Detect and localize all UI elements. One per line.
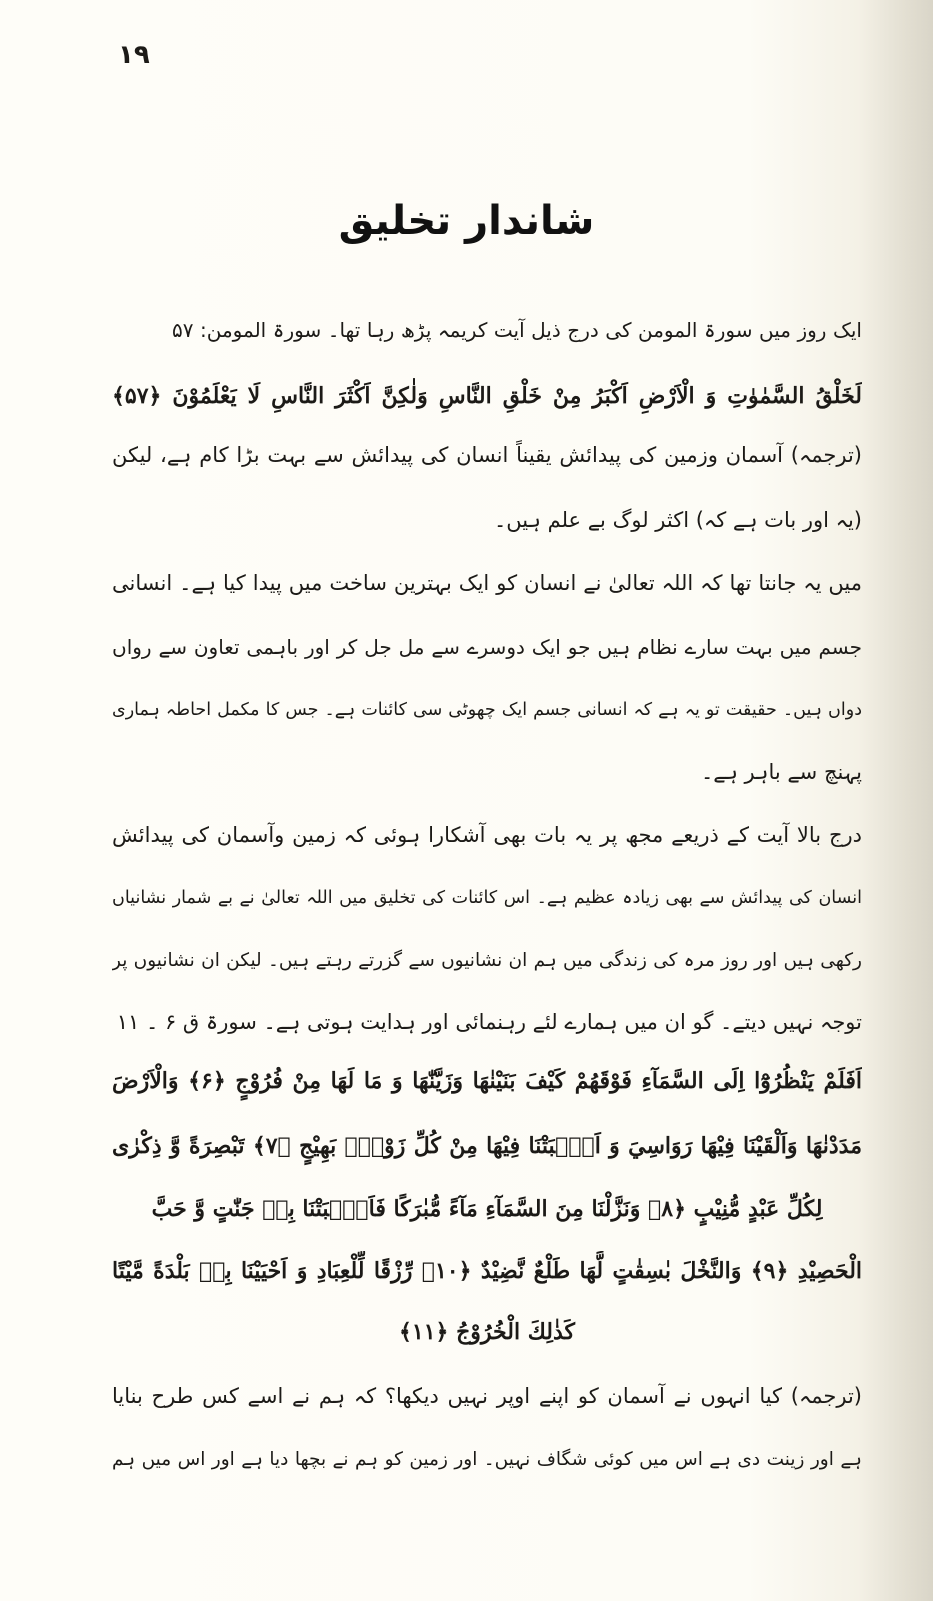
quran-verse-line: الْحَصِيْدِ ﴿۹﴾ وَالنَّخْلَ بٰسِقٰتٍ لَّهَا طَلْعٌ نَّضِيْدٌ ﴿۱۰﴾ رِّزْقًا لِّلْعِبَادِ وَ اَحْيَيْنَا بِهٖ بَلْدَةً مَّيْتًا <box>112 1258 862 1284</box>
paragraph-line: ایک روز میں سورۃ المومن کی درج ذیل آیت کریمہ پڑھ رہا تھا۔ سورۃ المومن: ۵۷ <box>172 318 862 342</box>
page-number: ١٩ <box>118 40 150 70</box>
paragraph-line: انسان کی پیدائش سے بھی زیادہ عظیم ہے۔ اس کائنات کی تخلیق میں اللہ تعالیٰ نے بے شمار نشانیاں <box>112 888 862 908</box>
translation-line: ہے اور زینت دی ہے اس میں کوئی شگاف نہیں۔ اور زمین کو ہم نے بچھا دیا ہے اور اس میں ہم <box>112 1449 862 1470</box>
quran-verse-line: مَدَدْنٰهَا وَاَلْقَيْنَا فِيْهَا رَوَاسِيَ وَ اَنْۢبَتْنَا فِيْهَا مِنْ كُلِّ زَوْجٍۢ بَهِيْجٍ ﴿۷﴾ تَبْصِرَةً وَّ ذِكْرٰى <box>112 1133 862 1159</box>
paragraph-line: پہنچ سے باہر ہے۔ <box>700 760 862 784</box>
paragraph-line: توجہ نہیں دیتے۔ گو ان میں ہمارے لئے رہنمائی اور ہدایت ہوتی ہے۔ سورۃ ق ۶ ۔ ۱۱ <box>116 1010 862 1034</box>
quran-verse-line: كَذٰلِكَ الْخُرُوْجُ ﴿۱۱﴾ <box>399 1319 575 1345</box>
translation-line: (ترجمہ) آسمان وزمین کی پیدائش یقیناً انسان کی پیدائش سے بہت بڑا کام ہے، لیکن <box>112 443 862 467</box>
translation-line: (یہ اور بات ہے کہ) اکثر لوگ بے علم ہیں۔ <box>494 508 862 532</box>
chapter-title: شاندار تخلیق <box>338 198 595 244</box>
paragraph-line: رکھی ہیں اور روز مرہ کی زندگی میں ہم ان نشانیوں سے گزرتے رہتے ہیں۔ لیکن ان نشانیوں پر <box>112 950 862 971</box>
quran-verse-line: اَفَلَمْ يَنْظُرُوْٓا اِلَى السَّمَآءِ فَوْقَهُمْ كَيْفَ بَنَيْنٰهَا وَزَيَّنّٰهَا وَ مَا لَهَا مِنْ فُرُوْجٍ ﴿۶﴾ وَالْاَرْضَ <box>112 1068 862 1094</box>
paragraph-line: درج بالا آیت کے ذریعے مجھ پر یہ بات بھی آشکارا ہوئی کہ زمین وآسمان کی پیدائش <box>112 823 862 847</box>
paragraph-line: جسم میں بہت سارے نظام ہیں جو ایک دوسرے سے مل جل کر اور باہمی تعاون سے رواں <box>112 635 862 659</box>
quran-verse-line: لِكُلِّ عَبْدٍ مُّنِيْبٍ ﴿۸﴾ وَنَزَّلْنَا مِنَ السَّمَآءِ مَآءً مُّبٰرَكًا فَاَنْۢبَتْنَا بِهٖ جَنّٰتٍ وَّ حَبَّ <box>151 1196 823 1222</box>
paragraph-line: میں یہ جانتا تھا کہ اللہ تعالیٰ نے انسان کو ایک بہترین ساخت میں پیدا کیا ہے۔ انسانی <box>112 571 862 595</box>
body-text <box>112 0 862 1601</box>
paragraph-line: دواں ہیں۔ حقیقت تو یہ ہے کہ انسانی جسم ایک چھوٹی سی کائنات ہے۔ جس کا مکمل احاطہ ہماری <box>112 700 862 720</box>
translation-line: (ترجمہ) کیا انہوں نے آسمان کو اپنے اوپر نہیں دیکھا؟ کہ ہم نے اسے کس طرح بنایا <box>112 1384 862 1408</box>
quran-verse-line: لَخَلْقُ السَّمٰوٰتِ وَ الْاَرْضِ اَكْبَرُ مِنْ خَلْقِ النَّاسِ وَلٰكِنَّ اَكْثَرَ النَّاسِ لَا يَعْلَمُوْنَ ﴿۵۷﴾ <box>112 383 862 409</box>
